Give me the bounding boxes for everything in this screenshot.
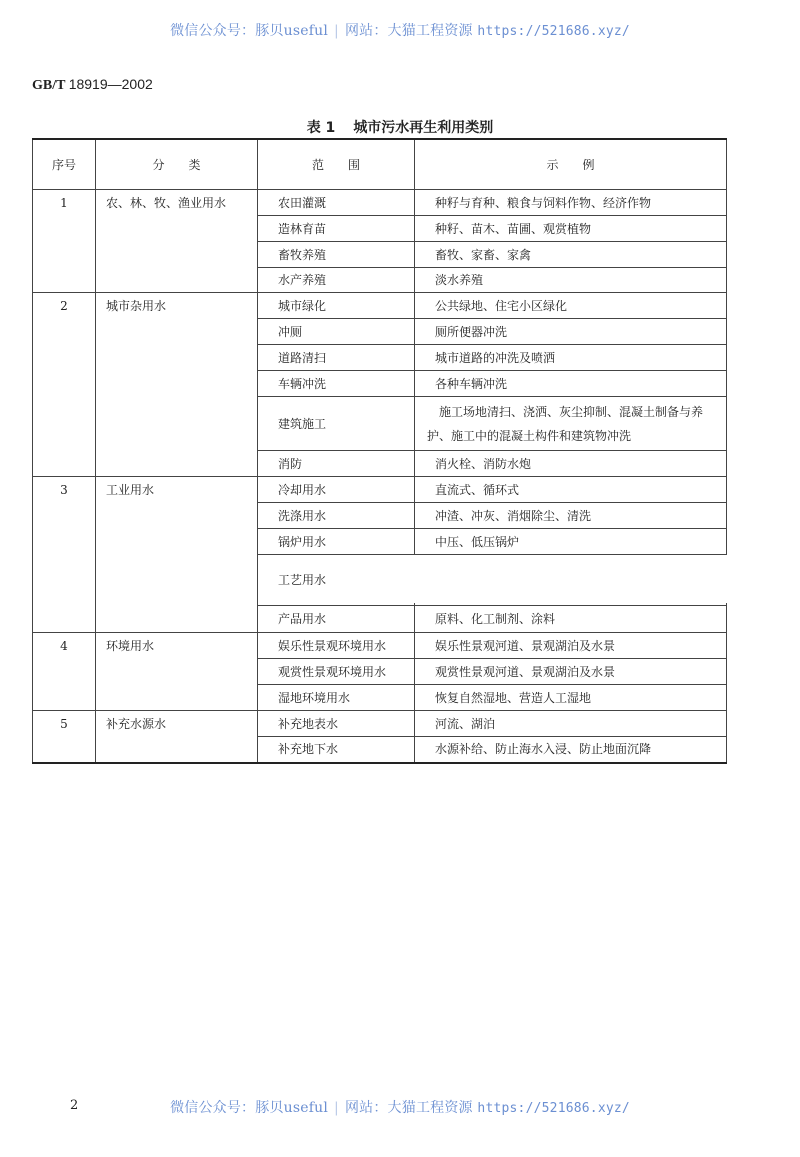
cell-example: 淡水养殖 [415,268,727,293]
cell-range: 道路清扫 [258,345,415,371]
cell-range: 建筑施工 [258,397,415,451]
header-seq: 序号 [33,139,96,190]
cell-example: 畜牧、家畜、家禽 [415,242,727,268]
cell-example: 中压、低压锅炉 [415,529,727,555]
cell-example: 直流式、循环式 [415,477,727,503]
cell-example: 厕所便器冲洗 [415,319,727,345]
cell-range: 补充地表水 [258,711,415,737]
table-title [0,117,800,137]
page-number: 2 [70,1098,79,1113]
cell-seq: 3 [33,477,96,633]
cell-example: 河流、湖泊 [415,711,727,737]
table-row [33,711,727,737]
cell-category: 工业用水 [96,477,258,633]
occlusion-area [344,555,744,603]
standard-code [32,76,153,94]
cell-example: 水源补给、防止海水入浸、防止地面沉降 [415,737,727,763]
table-row [33,190,727,216]
table-caption: 城市污水再生利用类别 [353,120,494,136]
cell-example: 各种车辆冲洗 [415,371,727,397]
table-row [33,293,727,319]
cell-category: 农、林、牧、渔业用水 [96,190,258,293]
watermark-bottom [0,1097,800,1117]
cell-seq: 4 [33,633,96,711]
header-range: 范 围 [258,139,415,190]
watermark-top [0,20,800,40]
table-header-row [33,139,727,190]
standard-number: 18919—2002 [68,76,153,92]
cell-seq: 2 [33,293,96,477]
table-row [33,633,727,659]
watermark-separator: | [334,23,339,39]
table-row [33,477,727,503]
cell-example: 原料、化工制剂、涂料 [415,606,727,633]
cell-example: 种籽、苗木、苗圃、观赏植物 [415,216,727,242]
header-example: 示 例 [415,139,727,190]
cell-example: 施工场地清扫、浇洒、灰尘抑制、混凝土制备与养护、施工中的混凝土构件和建筑物冲洗 [415,397,727,451]
cell-example: 公共绿地、住宅小区绿化 [415,293,727,319]
header-category: 分 类 [96,139,258,190]
cell-seq: 1 [33,190,96,293]
cell-example: 娱乐性景观河道、景观湖泊及水景 [415,633,727,659]
watermark-site: 网站：大猫工程资源 [344,23,473,39]
cell-range: 湿地环境用水 [258,685,415,711]
cell-range: 洗涤用水 [258,503,415,529]
cell-range: 畜牧养殖 [258,242,415,268]
cell-seq: 5 [33,711,96,763]
watermark-account: 微信公众号：豚贝useful [170,1100,329,1116]
standard-prefix: GB/T [32,78,66,93]
cell-range: 观赏性景观环境用水 [258,659,415,685]
table-label: 表 1 [306,120,336,136]
watermark-site: 网站：大猫工程资源 [344,1100,473,1116]
cell-range: 产品用水 [258,606,415,633]
cell-range: 补充地下水 [258,737,415,763]
cell-example: 种籽与育种、粮食与饲料作物、经济作物 [415,190,727,216]
cell-range: 消防 [258,451,415,477]
cell-range: 冲厕 [258,319,415,345]
cell-example: 城市道路的冲洗及喷洒 [415,345,727,371]
watermark-separator: | [334,1100,339,1116]
cell-range: 工艺用水 [258,555,415,606]
cell-range: 娱乐性景观环境用水 [258,633,415,659]
reuse-category-table [32,138,727,764]
cell-category: 城市杂用水 [96,293,258,477]
cell-range: 水产养殖 [258,268,415,293]
cell-example: 冲渣、冲灰、消烟除尘、清洗 [415,503,727,529]
cell-range: 造林育苗 [258,216,415,242]
cell-range: 车辆冲洗 [258,371,415,397]
watermark-url: https://521686.xyz/ [477,24,630,39]
cell-range: 锅炉用水 [258,529,415,555]
cell-category: 补充水源水 [96,711,258,763]
watermark-url: https://521686.xyz/ [477,1101,630,1116]
cell-example: 恢复自然湿地、营造人工湿地 [415,685,727,711]
watermark-account: 微信公众号：豚贝useful [170,23,329,39]
cell-range: 农田灌溉 [258,190,415,216]
cell-category: 环境用水 [96,633,258,711]
cell-example: 观赏性景观河道、景观湖泊及水景 [415,659,727,685]
cell-range: 城市绿化 [258,293,415,319]
cell-range: 冷却用水 [258,477,415,503]
cell-example: 消火栓、消防水炮 [415,451,727,477]
